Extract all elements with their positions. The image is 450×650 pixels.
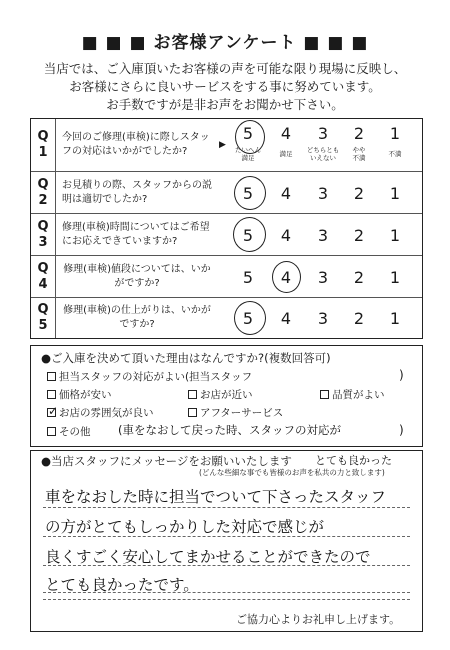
- reason-option[interactable]: [47, 424, 91, 439]
- question-text: 修理(車検)の仕上がりは、いかがですか?: [63, 305, 211, 330]
- reason-label: お店が近い: [200, 389, 253, 401]
- score-5[interactable]: 5: [242, 268, 254, 287]
- reason-option[interactable]: [320, 387, 385, 402]
- question-text: 修理(車検)時間についてはご希望にお応えできていますか?: [62, 221, 210, 247]
- reason-label: 品質がよい: [332, 389, 385, 401]
- checkbox[interactable]: [188, 408, 197, 417]
- survey-title: ■ ■ ■ お客様アンケート ■ ■ ■: [81, 33, 369, 53]
- question-number: Q 3: [31, 214, 56, 255]
- ruled-line: [43, 565, 410, 566]
- reason-option[interactable]: [47, 387, 112, 402]
- message-line: とても良かったです。: [45, 576, 199, 594]
- score-4[interactable]: 4: [280, 268, 292, 287]
- message-note: (どんな些細な事でも皆様のお声を私共の力と致します): [199, 468, 385, 477]
- check-mark-icon: ✓: [48, 404, 59, 418]
- reason-label: 担当スタッフの対応がよい(担当スタッフ: [59, 371, 253, 383]
- message-section: [30, 450, 423, 632]
- score-2[interactable]: 2: [353, 226, 365, 245]
- selection-circle: [235, 120, 265, 154]
- reason-title: ●ご入庫を決めて頂いた理由はなんですか?(複数回答可): [41, 351, 331, 365]
- intro-text: [0, 60, 450, 114]
- intro-line: 当店では、ご入庫頂いたお客様の声を可能な限り現場に反映し、: [43, 61, 407, 76]
- score-2[interactable]: 2: [353, 268, 365, 287]
- ruled-line: [43, 592, 410, 593]
- score-3[interactable]: 3: [317, 184, 329, 203]
- other-handwritten: (車をなおして戻った時、スタッフの対応が: [118, 423, 341, 437]
- reason-label: お店の雰囲気が良い: [59, 407, 154, 419]
- score-1[interactable]: 1: [389, 309, 401, 328]
- selection-circle: [272, 261, 301, 293]
- score-1[interactable]: 1: [389, 184, 401, 203]
- checkbox[interactable]: [47, 427, 56, 436]
- score-3[interactable]: 3: [317, 226, 329, 245]
- arrow-icon: ▶: [219, 140, 226, 150]
- message-title: ●当店スタッフにメッセージをお願いいたします: [41, 454, 292, 468]
- ruled-line: [43, 507, 410, 508]
- score-3[interactable]: 3: [317, 268, 329, 287]
- scale-label: 満足: [279, 150, 293, 158]
- score-1[interactable]: 1: [389, 124, 401, 143]
- reason-option[interactable]: [188, 405, 283, 420]
- score-4[interactable]: 4: [280, 309, 292, 328]
- selection-circle: [233, 217, 266, 252]
- score-2[interactable]: 2: [353, 309, 365, 328]
- scale-label: やや 不満: [352, 146, 366, 162]
- scale-label: たいへん 満足: [235, 146, 261, 162]
- score-1[interactable]: 1: [389, 268, 401, 287]
- reason-option[interactable]: [47, 405, 154, 420]
- score-4[interactable]: 4: [280, 124, 292, 143]
- footer-text: ご協力心よりお礼申し上げます。: [236, 613, 401, 626]
- question-number: Q 1: [31, 119, 56, 171]
- score-5[interactable]: 5: [242, 184, 254, 203]
- question-table: [30, 118, 423, 339]
- score-5[interactable]: 5: [242, 124, 254, 143]
- question-text: 今回のご修理(車検)に際しスタッフの対応はいかがでしたか?: [62, 132, 210, 157]
- checkbox[interactable]: [47, 372, 56, 381]
- question-number: Q 5: [31, 298, 56, 338]
- score-5[interactable]: 5: [242, 309, 254, 328]
- scale-label: どちらとも いえない: [306, 146, 340, 162]
- reason-label: アフターサービス: [200, 407, 284, 419]
- reason-label: 価格が安い: [59, 389, 112, 401]
- question-row: [31, 213, 422, 255]
- selection-circle: [234, 176, 266, 210]
- question-text: お見積りの際、スタッフからの説明は適切でしたか?: [62, 179, 212, 205]
- selection-circle: [234, 301, 266, 335]
- score-3[interactable]: 3: [317, 124, 329, 143]
- question-row: [31, 255, 422, 297]
- score-1[interactable]: 1: [389, 226, 401, 245]
- question-number: Q 4: [31, 256, 56, 297]
- other-close: ): [399, 423, 404, 437]
- message-line: の方がとてもしっかりした対応で感じが: [45, 518, 325, 536]
- ruled-line: [43, 536, 410, 537]
- question-row: [31, 297, 422, 338]
- message-overlap-text: とても良かった: [315, 454, 392, 467]
- question-row: [31, 119, 422, 171]
- checkbox[interactable]: [188, 390, 197, 399]
- checkbox[interactable]: [320, 390, 329, 399]
- question-row: [31, 171, 422, 213]
- score-2[interactable]: 2: [353, 124, 365, 143]
- checkbox[interactable]: [47, 404, 59, 418]
- ruled-line: [43, 599, 410, 600]
- reason-option[interactable]: [188, 387, 253, 402]
- question-number: Q 2: [31, 172, 56, 213]
- intro-line: お客様にさらに良いサービスをする事に努めています。: [69, 79, 381, 94]
- score-5[interactable]: 5: [242, 226, 254, 245]
- paren-close: ): [399, 368, 404, 382]
- reason-section: [30, 345, 423, 447]
- scale-label: 不満: [388, 150, 402, 158]
- score-4[interactable]: 4: [280, 184, 292, 203]
- checkbox[interactable]: [47, 390, 56, 399]
- message-line: 車をなおした時に担当でついて下さったスタッフ: [45, 488, 387, 506]
- intro-line: お手数ですが是非お声をお聞かせ下さい。: [106, 97, 344, 112]
- score-2[interactable]: 2: [353, 184, 365, 203]
- message-line: 良くすごく安心してまかせることができたので: [45, 548, 371, 566]
- score-4[interactable]: 4: [280, 226, 292, 245]
- reason-option[interactable]: [47, 369, 252, 384]
- reason-label: その他: [59, 426, 91, 438]
- score-3[interactable]: 3: [317, 309, 329, 328]
- question-text: 修理(車検)値段については、いかがですか?: [63, 263, 211, 289]
